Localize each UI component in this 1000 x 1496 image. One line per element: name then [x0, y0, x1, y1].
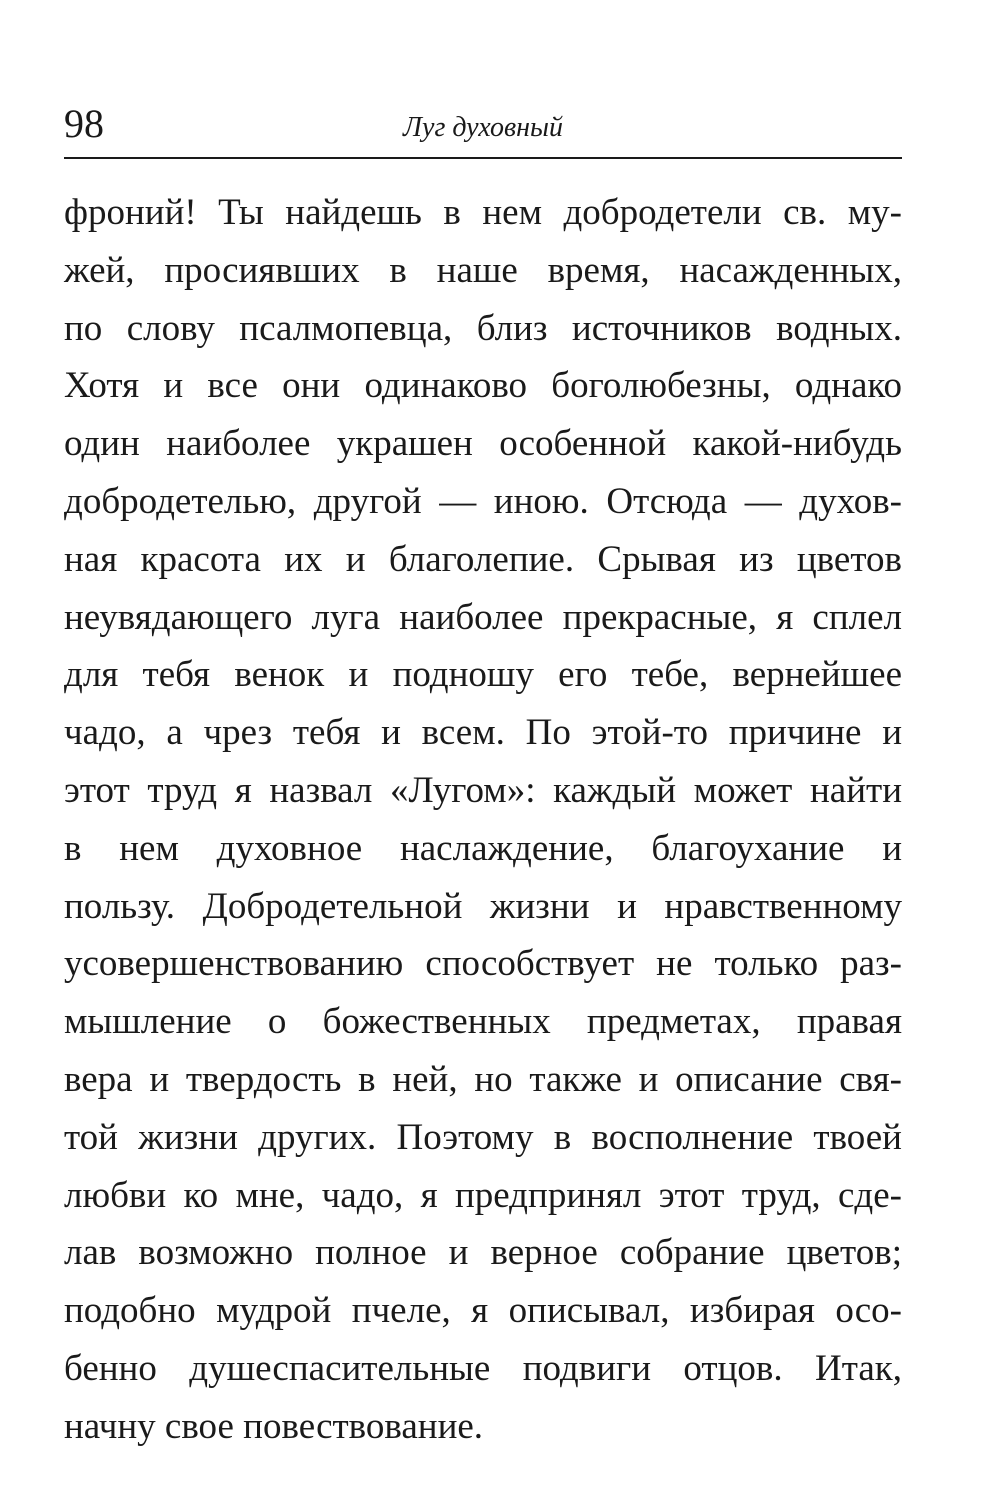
text-line: по слову псалмопевца, близ источников водных.: [64, 307, 902, 349]
text-line: той жизни других. Поэтому в восполнение твоей: [64, 1116, 902, 1158]
text-line: жей, просиявших в наше время, насажденных,: [64, 249, 902, 291]
header-rule: [64, 157, 902, 159]
text-line: ная красота их и благолепие. Срывая из цветов: [64, 538, 902, 580]
text-line: усовершенствованию способствует не только раз-: [64, 943, 902, 985]
text-line: фроний! Ты найдешь в нем добродетели св. му-: [64, 192, 902, 233]
text-line: вера и твердость в ней, но также и описание свя-: [64, 1058, 902, 1100]
text-line: мышление о божественных предметах, правая: [64, 1001, 902, 1043]
text-line: чадо, а чрез тебя и всем. По этой-то причине и: [64, 712, 902, 754]
page-number: 98: [64, 101, 104, 146]
text-line: этот труд я назвал «Лугом»: каждый может найти: [64, 769, 902, 811]
text-line: лав возможно полное и верное собрание цветов;: [64, 1232, 902, 1274]
text-line: добродетелью, другой — иною. Отсюда — духов-: [64, 480, 902, 522]
text-line: в нем духовное наслаждение, благоухание и: [64, 827, 902, 869]
text-line: для тебя венок и подношу его тебе, вернейшее: [64, 654, 902, 696]
text-line: один наиболее украшен особенной какой-нибудь: [64, 423, 902, 465]
body-text: [64, 184, 902, 1456]
text-line-last: начну свое повествование.: [64, 1405, 484, 1447]
text-line: подобно мудрой пчеле, я описывал, избирая осо-: [64, 1290, 902, 1332]
text-line: Хотя и все они одинаково боголюбезны, однако: [64, 365, 902, 407]
running-head: [64, 100, 902, 156]
text-line: неувядающего луга наиболее прекрасные, я сплел: [64, 596, 902, 638]
text-line: любви ко мне, чадо, я предпринял этот труд, сде-: [64, 1174, 902, 1216]
text-line: пользу. Добродетельной жизни и нравственному: [64, 885, 902, 927]
text-line: бенно душеспасительные подвиги отцов. Итак,: [64, 1347, 902, 1389]
running-title: Луг духовный: [403, 112, 563, 143]
